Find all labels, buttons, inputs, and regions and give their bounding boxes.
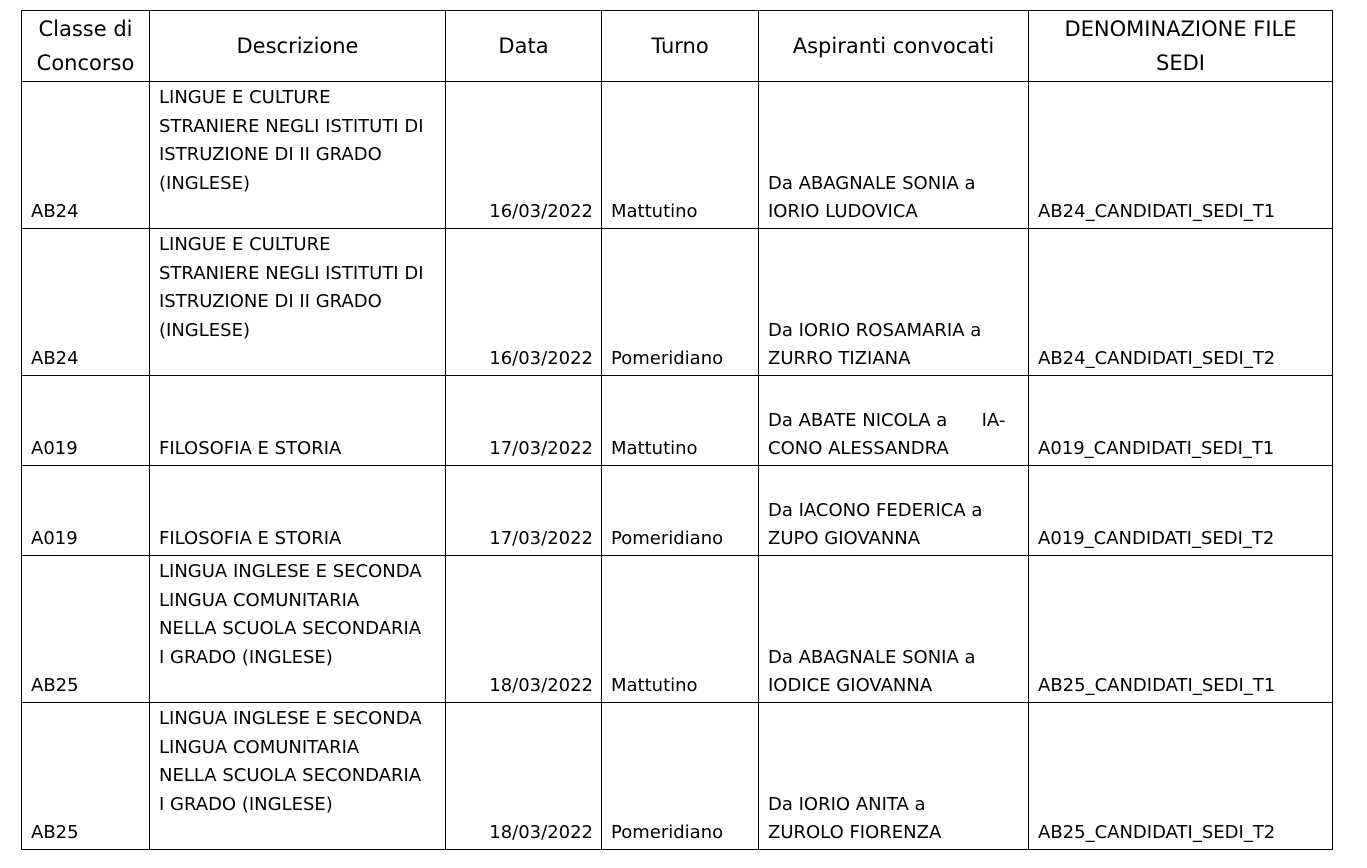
- cell-data: 16/03/2022: [446, 82, 602, 229]
- descrizione-line: I GRADO (INGLESE): [159, 793, 333, 815]
- aspiranti-line: CONO ALESSANDRA: [768, 438, 949, 460]
- aspiranti-line: Da ABAGNALE SONIA a: [768, 646, 976, 668]
- cell-classe: AB25: [22, 703, 150, 850]
- aspiranti-line: Da IACONO FEDERICA a: [768, 499, 983, 521]
- cell-descrizione: [150, 82, 446, 229]
- cell-data: 17/03/2022: [446, 376, 602, 466]
- header-aspiranti-convocati: [759, 11, 1029, 82]
- descrizione-line: FILOSOFIA E STORIA: [159, 438, 342, 460]
- cell-aspiranti: [759, 376, 1029, 466]
- aspiranti-line: ZUROLO FIORENZA: [768, 822, 942, 844]
- cell-descrizione: [150, 703, 446, 850]
- cell-data: 18/03/2022: [446, 556, 602, 703]
- aspiranti-line: ZURRO TIZIANA: [768, 348, 911, 370]
- schedule-table: [21, 10, 1333, 850]
- cell-data: 16/03/2022: [446, 229, 602, 376]
- cell-descrizione: [150, 556, 446, 703]
- cell-data: 18/03/2022: [446, 703, 602, 850]
- header-line: DENOMINAZIONE FILE: [1064, 17, 1297, 41]
- descrizione-line: (INGLESE): [159, 319, 250, 341]
- cell-turno: Pomeridiano: [602, 466, 759, 556]
- cell-file: AB25_CANDIDATI_SEDI_T2: [1029, 703, 1333, 850]
- table-row: [22, 703, 1333, 850]
- descrizione-line: LINGUA INGLESE E SECONDA: [159, 708, 422, 729]
- descrizione-line: LINGUA COMUNITARIA: [159, 589, 360, 611]
- cell-classe: A019: [22, 466, 150, 556]
- cell-data: 17/03/2022: [446, 466, 602, 556]
- descrizione-line: LINGUE E CULTURE: [159, 87, 331, 108]
- descrizione-line: (INGLESE): [159, 172, 250, 194]
- header-descrizione: [150, 11, 446, 82]
- table-row: [22, 466, 1333, 556]
- cell-aspiranti: [759, 703, 1029, 850]
- descrizione-line: LINGUE E CULTURE: [159, 234, 331, 255]
- header-line: Data: [498, 34, 549, 58]
- cell-turno: Mattutino: [602, 82, 759, 229]
- header-line: Concorso: [36, 51, 135, 75]
- cell-file: A019_CANDIDATI_SEDI_T2: [1029, 466, 1333, 556]
- cell-classe: AB24: [22, 229, 150, 376]
- cell-file: AB24_CANDIDATI_SEDI_T1: [1029, 82, 1333, 229]
- header-line: Classe di: [38, 17, 133, 41]
- aspiranti-line: Da ABATE NICOLA a IA-: [768, 409, 1006, 431]
- aspiranti-line: Da IORIO ANITA a: [768, 793, 926, 815]
- aspiranti-line: Da IORIO ROSAMARIA a: [768, 319, 982, 341]
- cell-aspiranti: [759, 82, 1029, 229]
- header-line: Aspiranti convocati: [792, 34, 995, 58]
- cell-descrizione: [150, 376, 446, 466]
- descrizione-line: STRANIERE NEGLI ISTITUTI DI: [159, 262, 424, 284]
- cell-turno: Pomeridiano: [602, 703, 759, 850]
- cell-file: AB24_CANDIDATI_SEDI_T2: [1029, 229, 1333, 376]
- cell-turno: Mattutino: [602, 556, 759, 703]
- cell-file: AB25_CANDIDATI_SEDI_T1: [1029, 556, 1333, 703]
- aspiranti-line: IODICE GIOVANNA: [768, 675, 933, 697]
- aspiranti-line: Da ABAGNALE SONIA a: [768, 172, 976, 194]
- header-denominazione-file-sedi: [1029, 11, 1333, 82]
- descrizione-line: LINGUA COMUNITARIA: [159, 736, 360, 758]
- descrizione-line: LINGUA INGLESE E SECONDA: [159, 561, 422, 582]
- table-row: [22, 556, 1333, 703]
- cell-classe: AB25: [22, 556, 150, 703]
- header-row: [22, 11, 1333, 82]
- cell-aspiranti: [759, 466, 1029, 556]
- table-row: [22, 376, 1333, 466]
- header-classe-di-concorso: [22, 11, 150, 82]
- cell-classe: A019: [22, 376, 150, 466]
- aspiranti-line: ZUPO GIOVANNA: [768, 528, 921, 550]
- cell-descrizione: [150, 229, 446, 376]
- descrizione-line: FILOSOFIA E STORIA: [159, 528, 342, 550]
- header-turno: [602, 11, 759, 82]
- header-line: Turno: [651, 34, 709, 58]
- descrizione-line: ISTRUZIONE DI II GRADO: [159, 291, 382, 313]
- cell-classe: AB24: [22, 82, 150, 229]
- descrizione-line: I GRADO (INGLESE): [159, 646, 333, 668]
- cell-descrizione: [150, 466, 446, 556]
- descrizione-line: NELLA SCUOLA SECONDARIA: [159, 618, 422, 640]
- table-row: [22, 82, 1333, 229]
- header-line: Descrizione: [236, 34, 359, 58]
- descrizione-line: NELLA SCUOLA SECONDARIA: [159, 765, 422, 787]
- cell-turno: Mattutino: [602, 376, 759, 466]
- aspiranti-line: IORIO LUDOVICA: [768, 201, 918, 223]
- table-row: [22, 229, 1333, 376]
- header-data: [446, 11, 602, 82]
- cell-aspiranti: [759, 556, 1029, 703]
- cell-file: A019_CANDIDATI_SEDI_T1: [1029, 376, 1333, 466]
- header-line: SEDI: [1156, 51, 1205, 75]
- descrizione-line: ISTRUZIONE DI II GRADO: [159, 144, 382, 166]
- descrizione-line: STRANIERE NEGLI ISTITUTI DI: [159, 115, 424, 137]
- cell-turno: Pomeridiano: [602, 229, 759, 376]
- cell-aspiranti: [759, 229, 1029, 376]
